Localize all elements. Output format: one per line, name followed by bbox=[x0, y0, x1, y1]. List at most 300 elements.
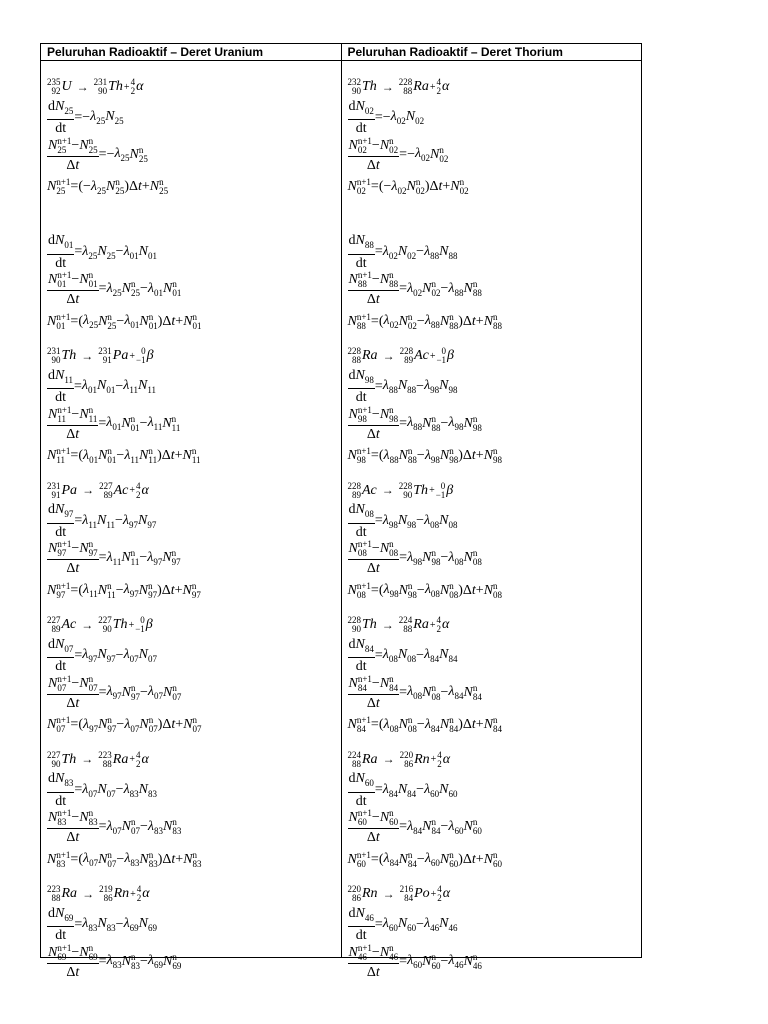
daughter-nuclide bbox=[400, 347, 429, 365]
lambda: $\lambda_{83}$ bbox=[106, 953, 122, 970]
population: $N_{98}$ bbox=[439, 378, 458, 395]
derivative-denominator: dt bbox=[355, 793, 367, 809]
emitted-particle bbox=[136, 482, 149, 500]
population: $N_{46}$ bbox=[355, 905, 374, 923]
daughter-nuclide bbox=[94, 78, 123, 96]
population: $N_{08}$ bbox=[439, 512, 458, 530]
derivative-numerator: $dN_{01}$ bbox=[47, 233, 74, 255]
parent-nuclide-scripts bbox=[47, 616, 61, 634]
lambda: $\lambda_{69}$ bbox=[123, 916, 139, 933]
population: $N_{98}$ bbox=[355, 367, 374, 385]
lambda: $\lambda_{11}$ bbox=[123, 378, 138, 395]
lambda: $\lambda_{84}$ bbox=[448, 684, 464, 701]
parent-nuclide-mass: 223 bbox=[47, 884, 61, 894]
difference-quotient-numerator: N n+1 83 −N n 83 bbox=[48, 808, 98, 827]
emitted-particle-scripts bbox=[437, 751, 442, 769]
daughter-nuclide-mass: 227 bbox=[99, 480, 113, 491]
update-equation: N n+1 97 =( $\lambda_{11}$ N n 11 − $\lambda_{97}$ N n 97 )Δ t + N n 97 bbox=[47, 580, 201, 600]
difference-quotient bbox=[348, 406, 400, 442]
differential-equation: $\frac{dN_{60}}{dt}$ = $\lambda_{84}$ $N_{84}$ − $\lambda_{60}$ $N_{60}$ bbox=[348, 771, 458, 809]
population-current-scripts: n 25 bbox=[88, 135, 98, 155]
emitted-particle-scripts bbox=[437, 885, 442, 903]
arrow-icon: → bbox=[381, 79, 394, 94]
population: $N_{88}$ bbox=[397, 378, 417, 395]
population: N n 11 bbox=[97, 580, 116, 600]
population-next: N n+1 46 bbox=[348, 942, 372, 962]
arrow-icon: → bbox=[82, 483, 95, 497]
derivative-denominator: dt bbox=[355, 390, 367, 406]
uranium-series-blocks bbox=[47, 61, 341, 1017]
differential-equation: $\frac{dN_{88}}{dt}$ = $\lambda_{02}$ $N_{02}$ − $\lambda_{88}$ $N_{88}$ bbox=[348, 233, 458, 271]
derivative-numerator: $dN_{08}$ bbox=[348, 502, 375, 524]
plus-sign: + bbox=[129, 754, 135, 765]
lambda: $\lambda_{97}$ bbox=[123, 582, 139, 599]
population: N n 25 bbox=[149, 177, 169, 196]
emitted-particle-scripts bbox=[137, 885, 142, 903]
plus-sign: + bbox=[123, 81, 130, 93]
thorium-series-header: Peluruhan Radioaktif – Deret Thorium bbox=[342, 44, 642, 61]
population-next-scripts: n+1 07 bbox=[57, 673, 72, 693]
population: N n 97 bbox=[98, 715, 117, 734]
population-next-scripts: n+1 83 bbox=[56, 849, 71, 869]
parent-nuclide bbox=[47, 885, 77, 903]
difference-quotient-denominator: Δt bbox=[66, 830, 80, 845]
daughter-nuclide-scripts bbox=[98, 616, 112, 634]
thorium-series-blocks bbox=[348, 61, 642, 1017]
population-scripts: n 25 bbox=[131, 279, 140, 298]
difference-quotient-denominator: Δt bbox=[366, 157, 380, 173]
difference-quotient-numerator: N n+1 02 −N n 02 bbox=[348, 135, 399, 155]
difference-quotient-denominator: Δt bbox=[366, 830, 380, 845]
differential-equation: $\frac{dN_{83}}{dt}$ = $\lambda_{07}$ $N_{07}$ − $\lambda_{83}$ $N_{83}$ bbox=[48, 771, 157, 809]
derivative bbox=[348, 771, 375, 809]
emitted-particle-atomic: 2 bbox=[135, 489, 141, 500]
lambda: $\lambda_{98}$ bbox=[424, 447, 440, 465]
population: $N_{83}$ bbox=[97, 916, 116, 933]
parent-nuclide bbox=[348, 482, 377, 500]
derivative-denominator: dt bbox=[55, 524, 67, 540]
emitted-particle-scripts bbox=[136, 751, 141, 769]
population-next-scripts: n+1 88 bbox=[357, 270, 372, 289]
population-scripts: n 60 bbox=[431, 951, 441, 971]
population-scripts: n 02 bbox=[459, 177, 469, 196]
lambda: $\lambda_{69}$ bbox=[147, 953, 163, 970]
difference-quotient bbox=[47, 271, 99, 307]
daughter-nuclide-mass: 220 bbox=[399, 749, 414, 760]
population: N n 98 bbox=[422, 548, 441, 567]
population-next-scripts: n+1 02 bbox=[357, 135, 372, 155]
daughter-nuclide-symbol: Ra bbox=[413, 617, 429, 632]
population-scripts: n 01 bbox=[192, 311, 202, 331]
population-scripts: n 02 bbox=[407, 311, 417, 331]
population-scripts: n 88 bbox=[493, 311, 503, 331]
lambda: $\lambda_{98}$ bbox=[424, 378, 440, 395]
parent-nuclide-mass: 231 bbox=[47, 480, 61, 491]
lambda: $\lambda_{83}$ bbox=[82, 916, 98, 933]
population: N n 97 bbox=[121, 682, 140, 702]
emitted-particle bbox=[437, 616, 450, 634]
population: N n 11 bbox=[182, 446, 201, 465]
emitted-particle-mass: 0 bbox=[441, 346, 447, 356]
difference-quotient-denominator: Δt bbox=[366, 292, 380, 307]
population: N n 07 bbox=[162, 682, 182, 702]
difference-quotient bbox=[348, 540, 400, 576]
update-equation: N n+1 25 =(− $\lambda_{25}$ N n 25 )Δ t + N n 25 bbox=[47, 177, 169, 196]
parent-nuclide-mass: 228 bbox=[347, 480, 361, 491]
population-scripts: n 97 bbox=[171, 548, 181, 567]
uranium-series-column bbox=[41, 44, 341, 980]
parent-nuclide-symbol: Rn bbox=[362, 886, 378, 901]
daughter-nuclide-scripts bbox=[400, 885, 414, 903]
update-equation: N n+1 84 =( $\lambda_{08}$ N n 08 − $\lambda_{84}$ N n 84 )Δ t + N n 84 bbox=[347, 715, 503, 734]
parent-nuclide-mass: 220 bbox=[347, 884, 361, 894]
population: N n 84 bbox=[422, 817, 441, 836]
parent-nuclide-scripts bbox=[348, 616, 362, 634]
decay-block bbox=[348, 748, 642, 883]
population-scripts: n 98 bbox=[472, 413, 482, 433]
population: N n 07 bbox=[98, 849, 117, 869]
derivative-denominator: dt bbox=[55, 121, 67, 137]
update-equation: N n+1 08 =( $\lambda_{98}$ N n 98 − $\lambda_{08}$ N n 08 )Δ t + N n 08 bbox=[347, 580, 503, 600]
derivative bbox=[348, 99, 375, 137]
finite-difference-equation: N n+1 46 −N n 46 Δt = $\lambda_{60}$ N n 60 − $\lambda_{46}$ N n 46 bbox=[348, 942, 482, 980]
emitted-particle-atomic: 2 bbox=[130, 86, 136, 96]
lambda: $\lambda_{98}$ bbox=[407, 549, 423, 567]
lambda: $\lambda_{84}$ bbox=[407, 818, 423, 836]
finite-difference-equation: N n+1 02 −N n 02 Δt =− $\lambda_{02}$ N n 02 bbox=[348, 135, 449, 173]
population-next-scripts: n+1 84 bbox=[357, 673, 372, 693]
daughter-nuclide-scripts bbox=[400, 347, 414, 365]
population: N n 02 bbox=[406, 177, 425, 196]
population-scripts: n 08 bbox=[431, 682, 441, 702]
difference-quotient-numerator: N n+1 01 −N n 01 bbox=[48, 270, 98, 289]
emitted-particle-atomic: −1 bbox=[436, 355, 447, 365]
lambda: $\lambda_{88}$ bbox=[407, 415, 423, 432]
difference-quotient-denominator: Δt bbox=[66, 964, 80, 980]
parent-nuclide-mass: 224 bbox=[347, 749, 361, 760]
emitted-particle-atomic: 2 bbox=[437, 893, 442, 903]
daughter-nuclide-symbol: Ra bbox=[112, 751, 129, 767]
daughter-nuclide-atomic: 90 bbox=[403, 489, 413, 500]
daughter-nuclide-mass: 231 bbox=[98, 346, 112, 356]
lambda: $\lambda_{98}$ bbox=[383, 582, 399, 599]
derivative-numerator: $dN_{69}$ bbox=[47, 906, 74, 928]
emitted-particle-scripts bbox=[437, 616, 442, 634]
derivative bbox=[47, 99, 74, 137]
lambda: $\lambda_{83}$ bbox=[147, 818, 163, 836]
decay-reaction bbox=[348, 75, 642, 99]
decay-block bbox=[47, 75, 341, 210]
emitted-particle-mass: 0 bbox=[141, 346, 146, 356]
parent-nuclide-symbol: Ac bbox=[61, 617, 77, 632]
lambda: $\lambda_{98}$ bbox=[448, 415, 464, 432]
differential-equation: $\frac{dN_{84}}{dt}$ = $\lambda_{08}$ $N_{08}$ − $\lambda_{84}$ $N_{84}$ bbox=[348, 636, 458, 675]
daughter-nuclide-scripts bbox=[399, 616, 413, 634]
decay-reaction bbox=[47, 75, 341, 99]
population-scripts: n 60 bbox=[493, 849, 503, 869]
emitted-particle-scripts bbox=[131, 78, 136, 96]
emitted-particle bbox=[437, 885, 450, 903]
population-scripts: n 02 bbox=[415, 177, 425, 196]
finite-difference-equation: N n+1 98 −N n 98 Δt = $\lambda_{88}$ N n 88 − $\lambda_{98}$ N n 98 bbox=[348, 404, 482, 442]
difference-quotient bbox=[348, 944, 400, 980]
population-current: N n 07 bbox=[79, 673, 98, 693]
population: $N_{60}$ bbox=[439, 781, 458, 799]
population: N n 08 bbox=[398, 715, 417, 734]
population-current-scripts: n 11 bbox=[88, 404, 98, 424]
population: $N_{25}$ bbox=[105, 109, 124, 126]
population-current: N n 88 bbox=[379, 270, 399, 289]
parent-nuclide-symbol: Ra bbox=[362, 751, 378, 767]
emitted-particle-symbol: α bbox=[141, 482, 149, 498]
lambda: $\lambda_{84}$ bbox=[383, 851, 399, 868]
population-next: N n+1 60 bbox=[348, 808, 372, 827]
emitted-particle-mass: 4 bbox=[136, 884, 142, 894]
decay-block bbox=[348, 882, 642, 1017]
population-current: N n 98 bbox=[379, 404, 399, 424]
lambda: $\lambda_{46}$ bbox=[424, 916, 440, 933]
population-scripts: n 08 bbox=[449, 580, 459, 600]
parent-nuclide-scripts bbox=[348, 482, 362, 500]
derivative bbox=[47, 502, 74, 540]
differential-equation: $\frac{dN_{97}}{dt}$ = $\lambda_{11}$ $N_{11}$ − $\lambda_{97}$ $N_{97}$ bbox=[48, 502, 157, 540]
population-scripts: n 69 bbox=[172, 951, 182, 971]
lambda: $\lambda_{25}$ bbox=[106, 280, 122, 298]
population: $N_{02}$ bbox=[405, 109, 425, 126]
emitted-particle-mass: 0 bbox=[140, 615, 145, 625]
population-current-scripts: n 88 bbox=[389, 270, 399, 289]
parent-nuclide bbox=[47, 616, 76, 634]
parent-nuclide-atomic: 90 bbox=[51, 758, 61, 769]
daughter-nuclide bbox=[399, 616, 429, 634]
arrow-icon: → bbox=[382, 886, 395, 901]
population-current: N n 02 bbox=[379, 135, 399, 155]
arrow-icon: → bbox=[82, 886, 95, 901]
population-scripts: n 88 bbox=[431, 413, 441, 433]
population: N n 08 bbox=[463, 548, 482, 567]
derivative bbox=[47, 368, 74, 406]
lambda: $\lambda_{84}$ bbox=[424, 647, 440, 664]
difference-quotient-numerator: N n+1 98 −N n 98 bbox=[348, 404, 399, 424]
decay-block bbox=[47, 613, 341, 748]
population: $N_{01}$ bbox=[97, 378, 116, 395]
population-scripts: n 07 bbox=[172, 682, 182, 702]
daughter-nuclide-symbol: Ac bbox=[414, 348, 429, 363]
population-current-scripts: n 84 bbox=[389, 673, 399, 693]
population: N n 11 bbox=[162, 413, 181, 433]
daughter-nuclide-mass: 228 bbox=[398, 480, 413, 491]
population-scripts: n 84 bbox=[431, 817, 441, 836]
daughter-nuclide-symbol: Ac bbox=[113, 482, 129, 498]
population: $N_{97}$ bbox=[55, 502, 74, 519]
plus-sign: + bbox=[429, 485, 435, 496]
emitted-particle-mass: 4 bbox=[437, 884, 442, 894]
difference-quotient-numerator: N n+1 25 −N n 25 bbox=[48, 135, 98, 155]
population: $N_{25}$ bbox=[55, 98, 74, 116]
parent-nuclide-scripts bbox=[47, 482, 61, 500]
finite-difference-equation: N n+1 69 −N n 69 Δt = $\lambda_{83}$ N n 83 − $\lambda_{69}$ N n 69 bbox=[48, 942, 182, 980]
parent-nuclide-atomic: 89 bbox=[51, 624, 61, 634]
plus-sign: + bbox=[129, 350, 135, 362]
differential-equation: $\frac{dN_{98}}{dt}$ = $\lambda_{88}$ $N_{88}$ − $\lambda_{98}$ $N_{98}$ bbox=[348, 367, 458, 406]
parent-nuclide-mass: 227 bbox=[47, 615, 61, 625]
population: $N_{83}$ bbox=[55, 771, 74, 788]
population-scripts: n 83 bbox=[131, 951, 140, 971]
population: N n 07 bbox=[183, 715, 202, 734]
daughter-nuclide-mass: 223 bbox=[98, 749, 112, 760]
population: $N_{08}$ bbox=[397, 647, 417, 664]
arrow-icon: → bbox=[81, 752, 94, 766]
population: $N_{02}$ bbox=[397, 243, 417, 261]
emitted-particle-atomic: −1 bbox=[136, 355, 146, 365]
update-equation: N n+1 02 =(− $\lambda_{02}$ N n 02 )Δ t + N n 02 bbox=[347, 177, 469, 196]
emitted-particle-mass: 4 bbox=[135, 480, 141, 491]
daughter-nuclide-mass: 231 bbox=[93, 77, 108, 87]
population-next: N n+1 11 bbox=[48, 404, 72, 424]
population: $N_{84}$ bbox=[439, 647, 458, 664]
parent-nuclide bbox=[47, 78, 72, 96]
population: $N_{97}$ bbox=[138, 512, 157, 530]
decay-block bbox=[348, 479, 642, 614]
population: N n 01 bbox=[139, 311, 158, 331]
derivative-denominator: dt bbox=[355, 928, 367, 944]
population: N n 83 bbox=[162, 817, 182, 836]
daughter-nuclide-mass: 228 bbox=[398, 77, 413, 87]
finite-difference-equation: N n+1 88 −N n 88 Δt = $\lambda_{02}$ N n 02 − $\lambda_{88}$ N n 88 bbox=[348, 270, 482, 307]
difference-quotient bbox=[348, 675, 400, 711]
population: N n 84 bbox=[483, 715, 503, 734]
parent-nuclide-symbol: Th bbox=[362, 617, 377, 632]
population: N n 02 bbox=[430, 144, 449, 164]
arrow-icon: → bbox=[382, 752, 395, 766]
population: $N_{83}$ bbox=[138, 781, 157, 799]
lambda: $\lambda_{25}$ bbox=[114, 146, 130, 163]
lambda: $\lambda_{83}$ bbox=[124, 851, 140, 868]
lambda: $\lambda_{88}$ bbox=[382, 378, 398, 395]
daughter-nuclide-atomic: 86 bbox=[103, 893, 113, 903]
daughter-nuclide-atomic: 88 bbox=[403, 86, 413, 96]
population-next: N n+1 84 bbox=[348, 673, 372, 693]
population: $N_{07}$ bbox=[138, 647, 157, 664]
population-scripts: n 08 bbox=[493, 580, 503, 600]
difference-quotient-denominator: Δt bbox=[366, 561, 380, 576]
parent-nuclide-atomic: 92 bbox=[51, 86, 61, 96]
population-next: N n+1 60 bbox=[347, 849, 371, 869]
derivative-denominator: dt bbox=[355, 524, 367, 540]
lambda: $\lambda_{02}$ bbox=[414, 146, 431, 163]
population: N n 98 bbox=[483, 446, 503, 465]
population-next-scripts: n+1 84 bbox=[356, 715, 371, 734]
lambda: $\lambda_{02}$ bbox=[382, 243, 398, 261]
population: $N_{88}$ bbox=[439, 243, 458, 261]
differential-equation: $\frac{dN_{25}}{dt}$ =− $\lambda_{25}$ $N_{25}$ bbox=[48, 98, 124, 137]
uranium-series-header: Peluruhan Radioaktif – Deret Uranium bbox=[41, 44, 341, 61]
population-next: N n+1 97 bbox=[48, 539, 72, 558]
lambda: $\lambda_{46}$ bbox=[448, 953, 464, 970]
plus-sign: + bbox=[128, 619, 135, 631]
population-scripts: n 98 bbox=[407, 580, 417, 600]
daughter-nuclide bbox=[98, 616, 127, 634]
update-equation: N n+1 11 =( $\lambda_{01}$ N n 01 − $\lambda_{11}$ N n 11 )Δ t + N n 11 bbox=[47, 446, 201, 465]
population-scripts: n 97 bbox=[131, 682, 140, 702]
population-next-scripts: n+1 69 bbox=[57, 942, 72, 962]
difference-quotient-denominator: Δt bbox=[66, 695, 80, 711]
difference-quotient bbox=[47, 406, 98, 442]
parent-nuclide-atomic: 90 bbox=[352, 86, 361, 96]
population-scripts: n 84 bbox=[449, 715, 459, 734]
lambda: $\lambda_{84}$ bbox=[424, 716, 440, 734]
parent-nuclide-mass: 228 bbox=[347, 346, 361, 356]
population-scripts: n 07 bbox=[131, 817, 140, 836]
plus-sign: + bbox=[429, 350, 436, 362]
derivative-numerator: $dN_{25}$ bbox=[47, 99, 74, 121]
emitted-particle-mass: 4 bbox=[436, 77, 441, 87]
population-scripts: n 11 bbox=[171, 413, 181, 433]
lambda: $\lambda_{08}$ bbox=[383, 716, 399, 734]
population-scripts: n 88 bbox=[407, 446, 417, 465]
parent-nuclide-atomic: 88 bbox=[51, 893, 61, 903]
population-scripts: n 01 bbox=[107, 446, 117, 465]
population-scripts: n 84 bbox=[493, 715, 503, 734]
lambda: $\lambda_{60}$ bbox=[407, 953, 423, 970]
parent-nuclide-scripts bbox=[47, 751, 61, 769]
derivative bbox=[348, 637, 375, 675]
population-next-scripts: n+1 88 bbox=[356, 311, 371, 331]
population: N n 83 bbox=[139, 849, 158, 869]
parent-nuclide-symbol: Ac bbox=[362, 482, 377, 498]
daughter-nuclide-mass: 216 bbox=[399, 884, 414, 894]
arrow-icon: → bbox=[382, 348, 395, 363]
arrow-icon: → bbox=[81, 348, 94, 363]
lambda: $\lambda_{01}$ bbox=[123, 243, 139, 261]
population-scripts: n 83 bbox=[172, 817, 182, 836]
parent-nuclide-mass: 228 bbox=[347, 615, 361, 625]
derivative-numerator: $dN_{60}$ bbox=[348, 771, 375, 793]
population-next-scripts: n+1 11 bbox=[57, 404, 72, 424]
population: $N_{46}$ bbox=[439, 916, 458, 933]
population-scripts: n 88 bbox=[472, 279, 482, 298]
derivative-numerator: $dN_{83}$ bbox=[47, 771, 74, 793]
arrow-icon: → bbox=[381, 617, 394, 632]
difference-quotient-denominator: Δt bbox=[66, 426, 80, 442]
decay-reaction bbox=[47, 882, 341, 906]
difference-quotient-denominator: Δt bbox=[366, 695, 380, 711]
parent-nuclide-mass: 231 bbox=[47, 346, 61, 356]
parent-nuclide-atomic: 90 bbox=[51, 355, 61, 365]
population: N n 02 bbox=[422, 279, 441, 298]
finite-difference-equation: N n+1 83 −N n 83 Δt = $\lambda_{07}$ N n 07 − $\lambda_{83}$ N n 83 bbox=[48, 808, 182, 845]
parent-nuclide-symbol: Th bbox=[61, 348, 77, 363]
population-scripts: n 97 bbox=[107, 715, 117, 734]
differential-equation: $\frac{dN_{08}}{dt}$ = $\lambda_{98}$ $N_{98}$ − $\lambda_{08}$ $N_{08}$ bbox=[348, 502, 458, 540]
differential-equation: $\frac{dN_{02}}{dt}$ =− $\lambda_{02}$ $N_{02}$ bbox=[348, 98, 425, 137]
daughter-nuclide-atomic: 89 bbox=[404, 355, 414, 365]
difference-quotient-numerator: N n+1 69 −N n 69 bbox=[48, 942, 98, 962]
population-scripts: n 84 bbox=[472, 682, 482, 702]
population-current-scripts: n 01 bbox=[88, 270, 98, 289]
finite-difference-equation: N n+1 01 −N n 01 Δt = $\lambda_{25}$ N n 25 − $\lambda_{01}$ N n 01 bbox=[48, 270, 182, 307]
emitted-particle-mass: 0 bbox=[440, 480, 446, 491]
decay-reaction bbox=[47, 748, 341, 772]
lambda: $\lambda_{07}$ bbox=[124, 716, 140, 734]
population-next-scripts: n+1 08 bbox=[356, 580, 371, 600]
blank-reaction-row bbox=[348, 210, 642, 234]
population: N n 08 bbox=[422, 682, 441, 702]
derivative bbox=[348, 368, 375, 406]
update-equation: N n+1 98 =( $\lambda_{88}$ N n 88 − $\lambda_{98}$ N n 98 )Δ t + N n 98 bbox=[347, 446, 503, 465]
derivative-denominator: dt bbox=[55, 255, 67, 271]
daughter-nuclide-symbol: Th bbox=[108, 79, 123, 94]
